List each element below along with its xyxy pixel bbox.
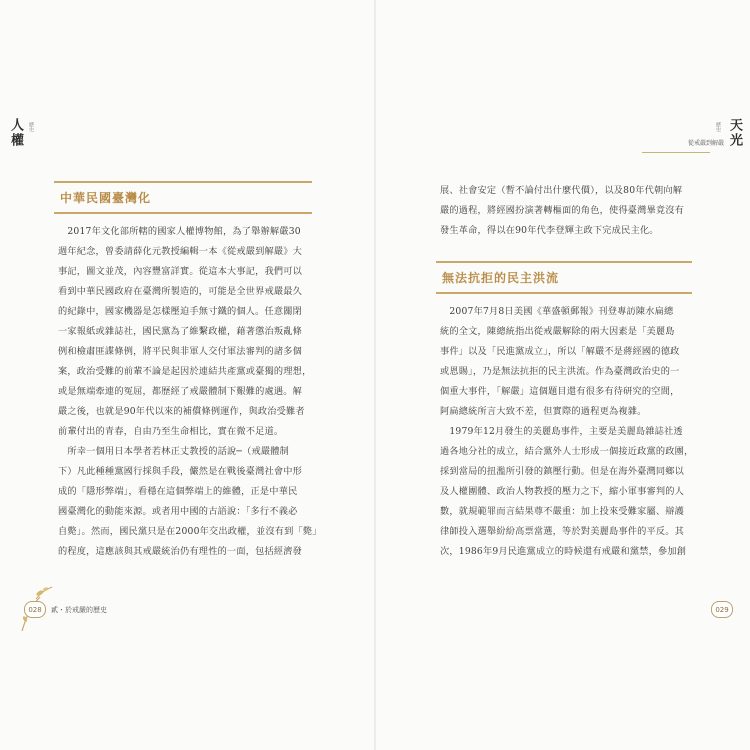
left-header-title: 人權 bbox=[8, 118, 23, 148]
left-text-line: 2017年文化部所轄的國家人權博物館，為了舉辦解嚴30 bbox=[58, 226, 301, 237]
left-text-line: 案，政治受難的前輩不論是起因於連結共產黨或臺獨的理想， bbox=[58, 366, 312, 377]
left-text-line: 自斃」。然而，國民黨只是在2000年交出政權，並沒有到「斃」 bbox=[58, 526, 322, 537]
running-head: 從戒嚴到解嚴 bbox=[688, 140, 725, 147]
right-text-line: 及人權團體、政治人物教授的壓力之下，縮小軍事審判的人 bbox=[440, 486, 685, 497]
right-text-line: 個重大事件，「解嚴」這個題目還有很多有待研究的空間， bbox=[440, 386, 680, 397]
left-text-line: 或是無端牽連的冤屈，都歷經了戒嚴體制下艱難的處遇。解 bbox=[58, 386, 303, 397]
left-text-line: 國臺灣化的動能來源。或者用中國的古語說：「多行不義必 bbox=[58, 506, 298, 517]
left-section-heading bbox=[54, 181, 312, 214]
left-text-line: 前輩付出的青春，自由乃至生命相比，實在微不足道。 bbox=[58, 426, 284, 437]
right-text-line: 1979年12月發生的美麗島事件，主要是美麗島雜誌社透 bbox=[440, 426, 683, 437]
left-text-line: 成的「隱形弊端」，看穩在這個弊端上的維體，正是中華民 bbox=[58, 486, 298, 497]
left-text-line: 的程度，這應該與其戒嚴統治仍有理性的一面，包括經濟發 bbox=[58, 546, 303, 557]
left-text-line: 下）凡此種種黨國行採與手段，儼然是在戰後臺灣社會中形 bbox=[58, 466, 303, 477]
left-text-line: 的紀錄中，國家機器是怎樣壓迫手無寸鐵的個人。任意關閉 bbox=[58, 306, 303, 317]
right-text-line: 或恩賜」，乃是無法抗拒的民主洪流。作為臺灣政治史的一 bbox=[440, 366, 680, 377]
left-header-subtitle: 歷史 bbox=[28, 122, 34, 132]
page-number-right: 029 bbox=[711, 601, 733, 618]
right-text-line: 嚴的過程，將經國扮演著轉樞面的角色，使得臺灣畢竟沒有 bbox=[440, 205, 685, 216]
footer-title: 貳・於戒嚴的歷史 bbox=[51, 606, 107, 614]
page-number-left: 028 bbox=[24, 601, 46, 618]
right-text-line: 事件」以及「民進黨成立」，所以「解嚴不是蔣經國的德政 bbox=[440, 346, 680, 357]
left-text-line: 事記，圖文並茂，內容豐富詳實。從這本大事記，我們可以 bbox=[58, 266, 303, 277]
right-section-title: 無法抗拒的民主洪流 bbox=[442, 271, 560, 285]
running-head-rule bbox=[642, 152, 710, 153]
right-text-line: 展、社會安定（暫不論付出什麼代價），以及80年代朝向解 bbox=[440, 185, 683, 196]
right-text-line: 律師投入選舉紛紛高票當選，等於對美麗島事件的平反。其 bbox=[440, 526, 685, 537]
left-section-title: 中華民國臺灣化 bbox=[60, 191, 152, 205]
left-text-line: 一家報紙或雜誌社，國民黨為了維繫政權，藉著懲治叛亂條 bbox=[58, 326, 303, 337]
left-text-line: 週年紀念，曾委請薛化元教授編輯一本《從戒嚴到解嚴》大 bbox=[58, 246, 303, 257]
left-text-line: 嚴之後，也就是90年代以來的補償條例運作，與政治受難者 bbox=[58, 406, 305, 417]
right-section-heading bbox=[436, 261, 692, 294]
left-text-line: 所幸一個用日本學者若林正丈教授的話說─（戒嚴體制 bbox=[58, 446, 290, 457]
right-header-subtitle: 歷史 bbox=[715, 122, 721, 132]
left-text-line: 看到中華民國政府在臺灣所製造的，可能是全世界戒嚴最久 bbox=[58, 286, 303, 297]
left-vertical-header bbox=[6, 118, 35, 148]
right-header-title: 天光 bbox=[727, 118, 742, 148]
right-text-line: 過各地分社的成立，結合黨外人士形成一個接近政黨的政團， bbox=[440, 446, 694, 457]
right-text-line: 統的全文，陳總統指出從戒嚴解除的兩大因素是「美麗島 bbox=[440, 326, 675, 337]
book-gutter bbox=[374, 0, 376, 750]
right-text-line: 次，1986年9月民進黨成立的時候還有戒嚴和黨禁，參加創 bbox=[440, 546, 687, 557]
right-text-line: 發生革命，得以在90年代李登輝主政下完成民主化。 bbox=[440, 225, 659, 236]
left-text-line: 例和檢肅匪諜條例，將平民與非軍人交付軍法審判的諸多個 bbox=[58, 346, 303, 357]
right-text-line: 2007年7月8日美國《華盛頓郵報》刊登專訪陳水扁總 bbox=[440, 306, 674, 317]
right-text-line: 採到當局的扭濫所引發的鎮壓行動。但是在海外臺灣同鄉以 bbox=[440, 466, 685, 477]
right-text-line: 阿扁總統所言大致不差，但實際的過程更為複雜。 bbox=[440, 406, 647, 417]
right-text-line: 數，就規範罪而言結果尊不嚴重：加上投來受難家屬、辯護 bbox=[440, 506, 685, 517]
